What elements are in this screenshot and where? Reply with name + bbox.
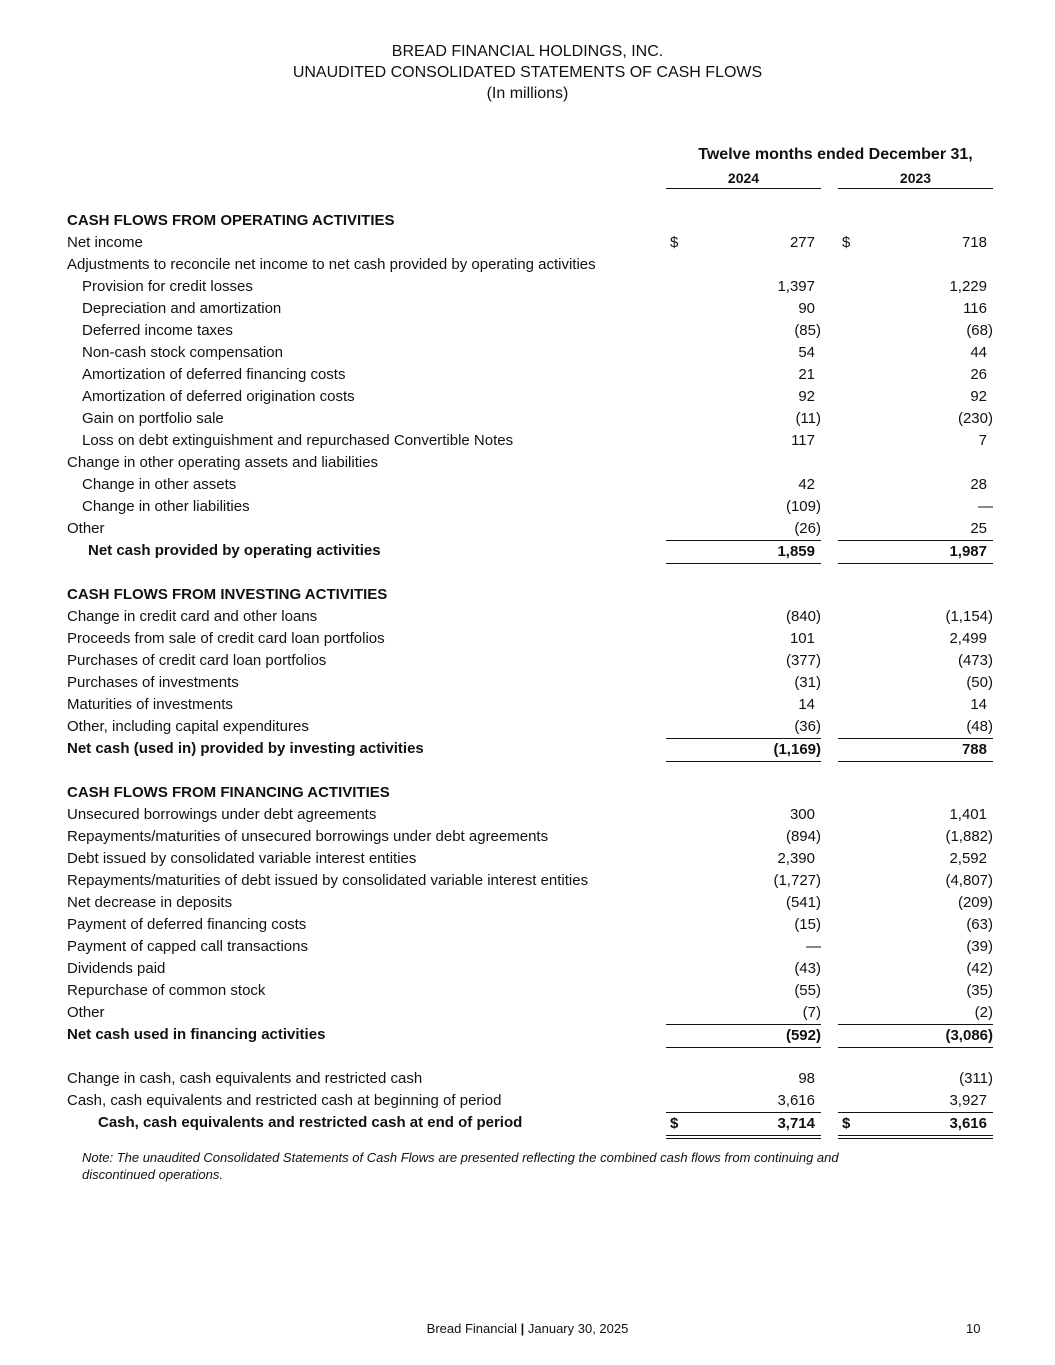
value-2024-cell bbox=[666, 342, 821, 364]
value-2024-cell bbox=[666, 804, 821, 826]
cell-value: (26) bbox=[794, 520, 821, 537]
row-label: Net cash provided by operating activities bbox=[88, 542, 381, 559]
cell-value: (35) bbox=[966, 982, 993, 999]
table-row bbox=[0, 232, 1055, 254]
year-2023-header: 2023 bbox=[838, 170, 993, 189]
row-label: Repayments/maturities of unsecured borrowings under debt agreements bbox=[67, 828, 549, 845]
total-row bbox=[0, 1112, 1055, 1134]
value-2024-cell bbox=[666, 320, 821, 342]
cell-value: 788 bbox=[961, 741, 987, 758]
cell-value: 1,229 bbox=[949, 278, 987, 295]
value-2023-cell bbox=[838, 738, 993, 762]
cell-value: (36) bbox=[794, 718, 821, 735]
value-2023-cell bbox=[838, 628, 993, 650]
value-2024-cell bbox=[666, 958, 821, 980]
value-2024-cell bbox=[666, 628, 821, 650]
value-2023-cell bbox=[838, 408, 993, 430]
cell-value: 90 bbox=[798, 300, 815, 317]
table-row bbox=[0, 1002, 1055, 1024]
value-2024-cell bbox=[666, 584, 821, 606]
spacer-row bbox=[0, 562, 1055, 584]
currency-symbol: $ bbox=[670, 234, 679, 251]
statement-title: UNAUDITED CONSOLIDATED STATEMENTS OF CASH FLOWS bbox=[292, 64, 763, 81]
row-label: Repayments/maturities of debt issued by consolidated variable interest entities bbox=[67, 872, 589, 889]
row-label: Deferred income taxes bbox=[82, 322, 233, 339]
table-row bbox=[0, 1068, 1055, 1090]
value-2024-cell bbox=[666, 452, 821, 474]
table-row bbox=[0, 672, 1055, 694]
cash-flow-table bbox=[0, 210, 1055, 1134]
value-2023-cell bbox=[838, 452, 993, 474]
cell-value: 101 bbox=[789, 630, 815, 647]
cell-value: 3,714 bbox=[777, 1115, 815, 1132]
cell-value: 1,859 bbox=[777, 543, 815, 560]
cell-value: 1,987 bbox=[949, 543, 987, 560]
value-2024-cell bbox=[666, 496, 821, 518]
total-row bbox=[0, 540, 1055, 562]
value-2024-cell bbox=[666, 1002, 821, 1024]
table-row bbox=[0, 892, 1055, 914]
value-2023-cell bbox=[838, 254, 993, 276]
row-label: Net cash (used in) provided by investing activities bbox=[67, 740, 424, 757]
value-2024-cell bbox=[666, 672, 821, 694]
cell-value: 44 bbox=[970, 344, 987, 361]
row-label: Dividends paid bbox=[67, 960, 166, 977]
row-label: Change in other operating assets and liabilities bbox=[67, 454, 379, 471]
row-label: Amortization of deferred origination costs bbox=[82, 388, 355, 405]
row-label: Adjustments to reconcile net income to net cash provided by operating activities bbox=[67, 256, 596, 273]
value-2024-cell bbox=[666, 914, 821, 936]
cell-value: — bbox=[978, 498, 993, 515]
table-row bbox=[0, 958, 1055, 980]
row-label: Maturities of investments bbox=[67, 696, 233, 713]
table-row bbox=[0, 254, 1055, 276]
section-header-row bbox=[0, 584, 1055, 606]
cell-value: (230) bbox=[957, 410, 993, 427]
value-2024-cell bbox=[666, 716, 821, 738]
row-label: Net income bbox=[67, 234, 143, 251]
cell-value: 3,616 bbox=[777, 1092, 815, 1109]
cell-value: (1,882) bbox=[945, 828, 993, 845]
value-2023-cell bbox=[838, 1112, 993, 1139]
row-label: Loss on debt extinguishment and repurchased Convertible Notes bbox=[82, 432, 514, 449]
table-row bbox=[0, 408, 1055, 430]
cell-value: 92 bbox=[798, 388, 815, 405]
value-2023-cell bbox=[838, 1002, 993, 1024]
cell-value: 1,401 bbox=[949, 806, 987, 823]
cell-value: 14 bbox=[970, 696, 987, 713]
row-label: Net cash used in financing activities bbox=[67, 1026, 326, 1043]
row-label: Proceeds from sale of credit card loan portfolios bbox=[67, 630, 385, 647]
footer-separator: | bbox=[520, 1321, 525, 1336]
cell-value: 116 bbox=[963, 300, 987, 317]
row-label: Cash, cash equivalents and restricted cash at beginning of period bbox=[67, 1092, 502, 1109]
value-2024-cell bbox=[666, 980, 821, 1002]
row-label: Unsecured borrowings under debt agreements bbox=[67, 806, 377, 823]
total-row bbox=[0, 738, 1055, 760]
table-row bbox=[0, 980, 1055, 1002]
table-row bbox=[0, 936, 1055, 958]
cell-value: (209) bbox=[957, 894, 993, 911]
cell-value: 92 bbox=[970, 388, 987, 405]
row-label: Change in other assets bbox=[82, 476, 237, 493]
value-2023-cell bbox=[838, 518, 993, 540]
value-2024-cell bbox=[666, 826, 821, 848]
value-2024-cell bbox=[666, 848, 821, 870]
table-row bbox=[0, 320, 1055, 342]
table-row bbox=[0, 452, 1055, 474]
cell-value: 26 bbox=[970, 366, 987, 383]
row-label: Net decrease in deposits bbox=[67, 894, 233, 911]
currency-symbol: $ bbox=[842, 234, 851, 251]
table-row bbox=[0, 276, 1055, 298]
table-row bbox=[0, 694, 1055, 716]
value-2024-cell bbox=[666, 386, 821, 408]
cell-value: (15) bbox=[794, 916, 821, 933]
row-label: Payment of deferred financing costs bbox=[67, 916, 307, 933]
total-row bbox=[0, 1024, 1055, 1046]
cell-value: (1,169) bbox=[773, 741, 821, 758]
cell-value: (4,807) bbox=[945, 872, 993, 889]
table-row bbox=[0, 628, 1055, 650]
cell-value: (1,154) bbox=[945, 608, 993, 625]
currency-symbol: $ bbox=[842, 1115, 851, 1132]
row-label: Provision for credit losses bbox=[82, 278, 253, 295]
cell-value: (894) bbox=[785, 828, 821, 845]
table-row bbox=[0, 650, 1055, 672]
row-label: Change in cash, cash equivalents and restricted cash bbox=[67, 1070, 423, 1087]
table-row bbox=[0, 848, 1055, 870]
table-row bbox=[0, 518, 1055, 540]
cell-value: (473) bbox=[957, 652, 993, 669]
value-2023-cell bbox=[838, 320, 993, 342]
value-2024-cell bbox=[666, 782, 821, 804]
cell-value: 21 bbox=[798, 366, 815, 383]
cell-value: 1,397 bbox=[777, 278, 815, 295]
cell-value: 2,499 bbox=[949, 630, 987, 647]
row-label: Other bbox=[67, 1004, 105, 1021]
row-label: Depreciation and amortization bbox=[82, 300, 282, 317]
table-row bbox=[0, 606, 1055, 628]
value-2024-cell bbox=[666, 474, 821, 496]
cell-value: 2,390 bbox=[777, 850, 815, 867]
row-label: Non-cash stock compensation bbox=[82, 344, 283, 361]
section-header-row bbox=[0, 210, 1055, 232]
value-2023-cell bbox=[838, 386, 993, 408]
value-2023-cell bbox=[838, 848, 993, 870]
cell-value: 277 bbox=[789, 234, 815, 251]
value-2023-cell bbox=[838, 936, 993, 958]
value-2024-cell bbox=[666, 408, 821, 430]
value-2023-cell bbox=[838, 430, 993, 452]
value-2024-cell bbox=[666, 650, 821, 672]
value-2023-cell bbox=[838, 1024, 993, 1048]
value-2023-cell bbox=[838, 870, 993, 892]
value-2023-cell bbox=[838, 496, 993, 518]
value-2023-cell bbox=[838, 232, 993, 254]
value-2024-cell bbox=[666, 738, 821, 762]
cell-value: (50) bbox=[966, 674, 993, 691]
cell-value: (311) bbox=[959, 1070, 993, 1087]
row-label: Other, including capital expenditures bbox=[67, 718, 309, 735]
value-2023-cell bbox=[838, 474, 993, 496]
cell-value: 7 bbox=[978, 432, 987, 449]
cell-value: (840) bbox=[785, 608, 821, 625]
row-label: CASH FLOWS FROM INVESTING ACTIVITIES bbox=[67, 586, 388, 603]
table-row bbox=[0, 914, 1055, 936]
cell-value: 3,616 bbox=[949, 1115, 987, 1132]
value-2024-cell bbox=[666, 936, 821, 958]
table-row bbox=[0, 826, 1055, 848]
value-2024-cell bbox=[666, 254, 821, 276]
value-2023-cell bbox=[838, 826, 993, 848]
table-row bbox=[0, 342, 1055, 364]
footer-date: January 30, 2025 bbox=[527, 1321, 629, 1336]
cell-value: (55) bbox=[794, 982, 821, 999]
cell-value: (68) bbox=[966, 322, 993, 339]
value-2023-cell bbox=[838, 1068, 993, 1090]
row-label: Payment of capped call transactions bbox=[67, 938, 308, 955]
value-2023-cell bbox=[838, 298, 993, 320]
table-row bbox=[0, 430, 1055, 452]
value-2023-cell bbox=[838, 540, 993, 564]
cell-value: 54 bbox=[798, 344, 815, 361]
value-2024-cell bbox=[666, 540, 821, 564]
cell-value: (2) bbox=[974, 1004, 993, 1021]
table-row bbox=[0, 364, 1055, 386]
value-2024-cell bbox=[666, 276, 821, 298]
row-label: Cash, cash equivalents and restricted cash at end of period bbox=[98, 1114, 523, 1131]
value-2024-cell bbox=[666, 892, 821, 914]
cell-value: (42) bbox=[966, 960, 993, 977]
value-2024-cell bbox=[666, 870, 821, 892]
cell-value: (43) bbox=[794, 960, 821, 977]
spacer-row bbox=[0, 760, 1055, 782]
value-2023-cell bbox=[838, 694, 993, 716]
row-label: Purchases of investments bbox=[67, 674, 239, 691]
value-2023-cell bbox=[838, 782, 993, 804]
section-header-row bbox=[0, 782, 1055, 804]
company-name: BREAD FINANCIAL HOLDINGS, INC. bbox=[391, 43, 664, 60]
cell-value: (48) bbox=[966, 718, 993, 735]
value-2023-cell bbox=[838, 958, 993, 980]
value-2024-cell bbox=[666, 430, 821, 452]
cell-value: (1,727) bbox=[773, 872, 821, 889]
cell-value: 3,927 bbox=[949, 1092, 987, 1109]
row-label: Change in credit card and other loans bbox=[67, 608, 318, 625]
value-2024-cell bbox=[666, 694, 821, 716]
value-2023-cell bbox=[838, 606, 993, 628]
row-label: Gain on portfolio sale bbox=[82, 410, 224, 427]
cell-value: 14 bbox=[798, 696, 815, 713]
table-row bbox=[0, 870, 1055, 892]
cell-value: (592) bbox=[785, 1027, 821, 1044]
units-label: (In millions) bbox=[486, 85, 569, 102]
value-2023-cell bbox=[838, 210, 993, 232]
value-2023-cell bbox=[838, 584, 993, 606]
value-2023-cell bbox=[838, 1090, 993, 1112]
value-2023-cell bbox=[838, 716, 993, 738]
cell-value: (63) bbox=[966, 916, 993, 933]
report-title-block bbox=[0, 41, 1055, 104]
row-label: Other bbox=[67, 520, 105, 537]
footnote: Note: The unaudited Consolidated Statements of Cash Flows are presented reflecting the combined cash flows from continuing and discontinued operations. bbox=[82, 1150, 839, 1182]
cell-value: (3,086) bbox=[945, 1027, 993, 1044]
cell-value: 2,592 bbox=[949, 850, 987, 867]
row-label: Change in other liabilities bbox=[82, 498, 250, 515]
cell-value: (109) bbox=[785, 498, 821, 515]
table-row bbox=[0, 386, 1055, 408]
table-row bbox=[0, 1090, 1055, 1112]
cell-value: (31) bbox=[794, 674, 821, 691]
page-number: 10 bbox=[966, 1321, 981, 1336]
table-row bbox=[0, 496, 1055, 518]
footer-company: Bread Financial bbox=[426, 1321, 517, 1336]
value-2024-cell bbox=[666, 1090, 821, 1112]
row-label: CASH FLOWS FROM FINANCING ACTIVITIES bbox=[67, 784, 390, 801]
value-2023-cell bbox=[838, 672, 993, 694]
value-2023-cell bbox=[838, 276, 993, 298]
value-2024-cell bbox=[666, 232, 821, 254]
cell-value: 300 bbox=[789, 806, 815, 823]
value-2023-cell bbox=[838, 892, 993, 914]
value-2024-cell bbox=[666, 210, 821, 232]
period-label: Twelve months ended December 31, bbox=[698, 146, 973, 163]
spacer-row bbox=[0, 1046, 1055, 1068]
cell-value: (541) bbox=[785, 894, 821, 911]
cell-value: (377) bbox=[785, 652, 821, 669]
cell-value: (7) bbox=[802, 1004, 821, 1021]
value-2024-cell bbox=[666, 606, 821, 628]
row-label: Amortization of deferred financing costs bbox=[82, 366, 346, 383]
value-2024-cell bbox=[666, 518, 821, 540]
page-footer bbox=[0, 1321, 1055, 1336]
cell-value: (11) bbox=[795, 410, 821, 427]
value-2024-cell bbox=[666, 1024, 821, 1048]
value-2023-cell bbox=[838, 980, 993, 1002]
table-row bbox=[0, 298, 1055, 320]
cell-value: — bbox=[806, 938, 821, 955]
cell-value: 28 bbox=[970, 476, 987, 493]
value-2023-cell bbox=[838, 804, 993, 826]
row-label: Purchases of credit card loan portfolios bbox=[67, 652, 327, 669]
period-header bbox=[666, 145, 993, 165]
value-2023-cell bbox=[838, 364, 993, 386]
value-2024-cell bbox=[666, 1068, 821, 1090]
cell-value: (85) bbox=[794, 322, 821, 339]
table-row bbox=[0, 474, 1055, 496]
cell-value: 98 bbox=[798, 1070, 815, 1087]
cell-value: 117 bbox=[791, 432, 815, 449]
value-2024-cell bbox=[666, 1112, 821, 1139]
cell-value: (39) bbox=[966, 938, 993, 955]
year-2024-header: 2024 bbox=[666, 170, 821, 189]
currency-symbol: $ bbox=[670, 1115, 679, 1132]
value-2024-cell bbox=[666, 298, 821, 320]
row-label: Debt issued by consolidated variable interest entities bbox=[67, 850, 417, 867]
value-2023-cell bbox=[838, 914, 993, 936]
table-row bbox=[0, 716, 1055, 738]
value-2023-cell bbox=[838, 342, 993, 364]
table-row bbox=[0, 804, 1055, 826]
value-2023-cell bbox=[838, 650, 993, 672]
cell-value: 718 bbox=[961, 234, 987, 251]
value-2024-cell bbox=[666, 364, 821, 386]
cell-value: 42 bbox=[798, 476, 815, 493]
row-label: Repurchase of common stock bbox=[67, 982, 266, 999]
cell-value: 25 bbox=[970, 520, 987, 537]
row-label: CASH FLOWS FROM OPERATING ACTIVITIES bbox=[67, 212, 395, 229]
